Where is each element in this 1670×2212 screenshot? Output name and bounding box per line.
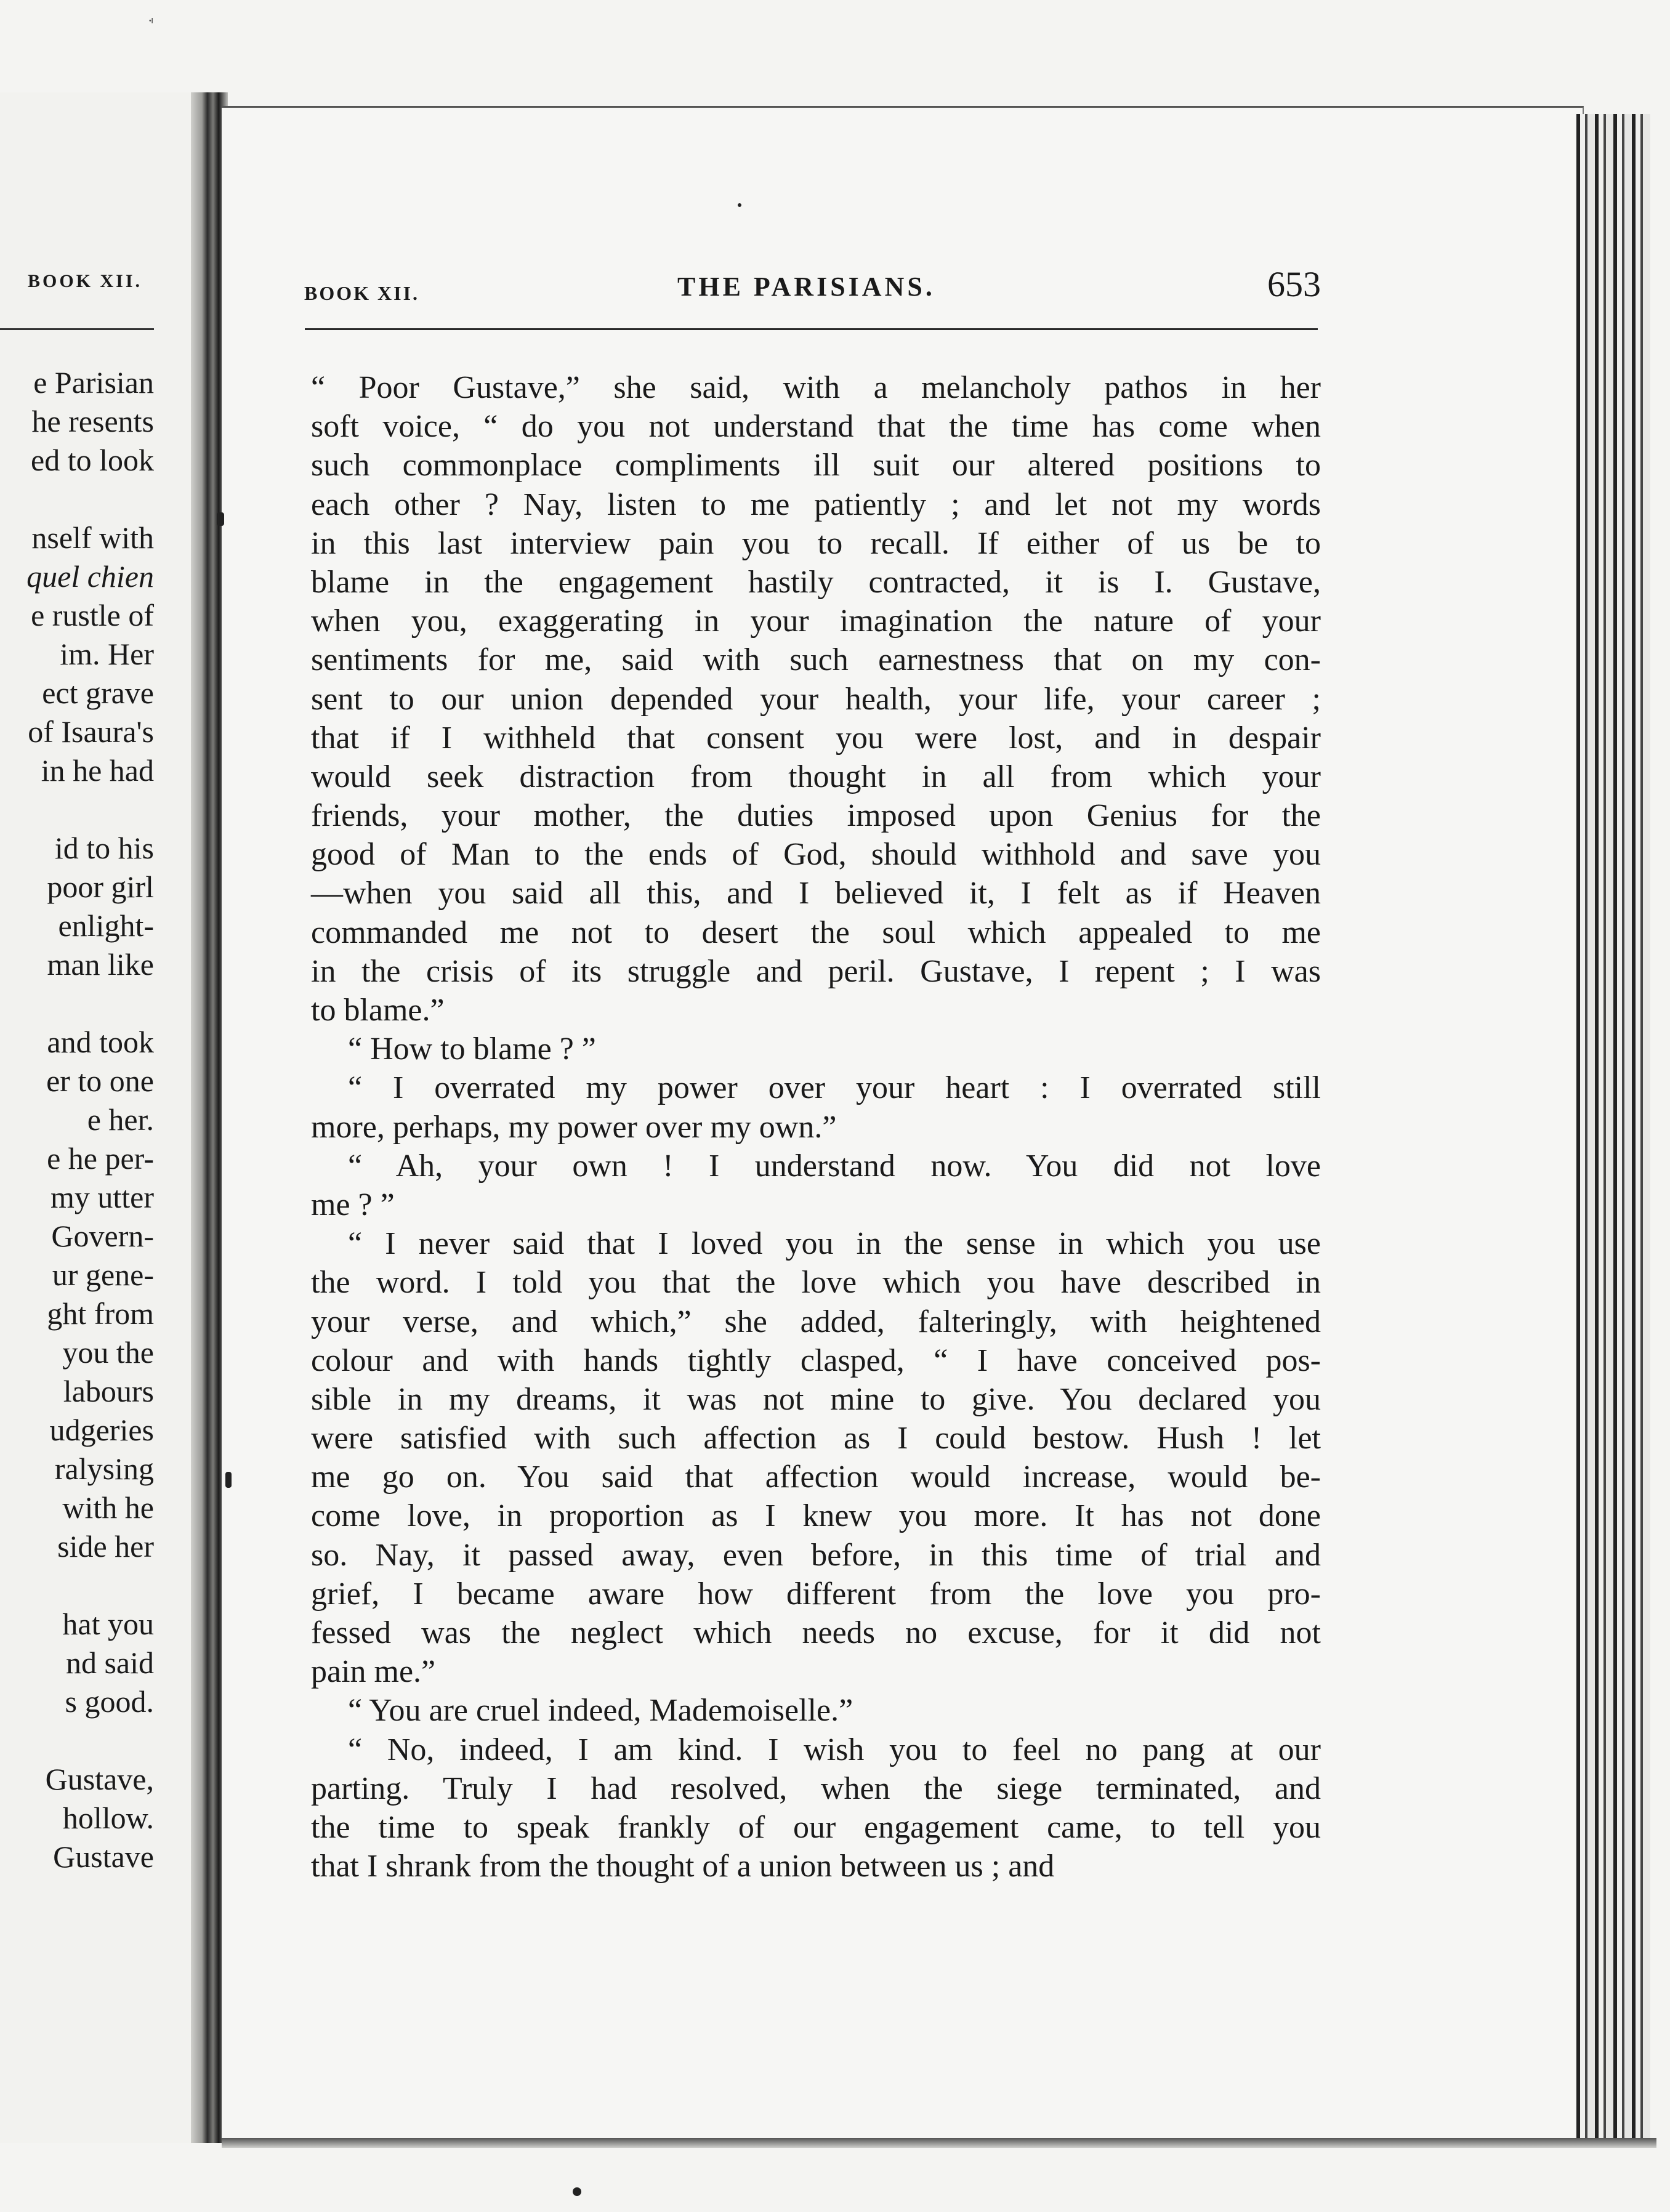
previous-page-text xyxy=(0,363,154,1876)
running-head-title: THE PARISIANS. xyxy=(677,272,935,302)
previous-page-line: labours xyxy=(63,1374,154,1408)
previous-page-line: e her. xyxy=(87,1102,154,1137)
text-line: friends, your mother, the duties imposed upon Genius for the xyxy=(311,798,1321,834)
page-number: 653 xyxy=(1267,264,1321,304)
previous-page-line: id to his xyxy=(54,831,154,865)
speck xyxy=(573,2187,581,2196)
previous-page-line: poor girl xyxy=(47,870,154,904)
previous-page-line xyxy=(0,984,154,1023)
previous-page-line: nself with xyxy=(31,520,154,555)
text-line: more, perhaps, my power over my own.” xyxy=(311,1109,837,1145)
previous-page-line: man like xyxy=(47,947,154,982)
previous-page-line: my utter xyxy=(50,1180,154,1214)
text-line: “ Ah, your own ! I understand now. You did not love xyxy=(348,1148,1321,1184)
text-line: that I shrank from the thought of a union between us ; and xyxy=(311,1849,1055,1884)
text-line: to blame.” xyxy=(311,993,445,1028)
previous-page-line: Gustave xyxy=(53,1839,154,1874)
previous-page-line xyxy=(0,790,154,829)
text-line: fessed was the neglect which needs no excuse, for it did not xyxy=(311,1615,1321,1650)
previous-page-line: you the xyxy=(62,1335,154,1370)
text-line: me ? ” xyxy=(311,1187,395,1222)
previous-page-line: enlight- xyxy=(58,908,154,943)
text-line: the word. I told you that the love which you have described in xyxy=(311,1265,1321,1301)
previous-page-line: with he xyxy=(62,1490,154,1525)
text-line: were satisfied with such affection as I could bestow. Hush ! let xyxy=(311,1421,1321,1456)
previous-page-line: ralysing xyxy=(54,1451,154,1486)
previous-page-header-rule xyxy=(0,328,154,330)
text-line: such commonplace compliments ill suit our altered positions to xyxy=(311,448,1321,483)
running-head xyxy=(302,264,1321,314)
text-line: in the crisis of its struggle and peril. Gustave, I repent ; I was xyxy=(311,953,1321,989)
previous-page-line: in he had xyxy=(41,753,154,788)
previous-page-header: BOOK XII. xyxy=(28,271,143,291)
previous-page-line: e he per- xyxy=(47,1141,154,1176)
text-line: me go on. You said that affection would increase, would be- xyxy=(311,1459,1321,1495)
page-bottom-shadow xyxy=(222,2138,1656,2148)
body-text xyxy=(311,368,1321,1886)
text-line: “ You are cruel indeed, Mademoiselle.” xyxy=(348,1693,853,1729)
previous-page-line: hat you xyxy=(62,1607,154,1641)
previous-page-line: hollow. xyxy=(62,1801,154,1835)
text-line: “ I never said that I loved you in the sense in which you use xyxy=(348,1226,1321,1262)
header-rule xyxy=(305,328,1318,330)
text-line: parting. Truly I had resolved, when the siege terminated, and xyxy=(311,1770,1321,1806)
previous-page-line: ed to look xyxy=(31,443,154,477)
previous-page-line: and took xyxy=(47,1025,154,1059)
previous-page-line: ght from xyxy=(47,1296,154,1331)
previous-page-line: s good. xyxy=(65,1684,154,1719)
text-line: soft voice, “ do you not understand that the time has come when xyxy=(311,409,1321,445)
text-line: sentiments for me, said with such earnestness that on my con- xyxy=(311,642,1321,678)
text-line: that if I withheld that consent you were lost, and in despair xyxy=(311,720,1321,756)
text-line: sent to our union depended your health, your life, your career ; xyxy=(311,681,1321,717)
speck xyxy=(217,512,224,526)
previous-page-line: ect grave xyxy=(42,676,154,710)
text-line: “ How to blame ? ” xyxy=(348,1031,596,1067)
text-line: blame in the engagement hastily contracted, it is I. Gustave, xyxy=(311,564,1321,600)
text-line: in this last interview pain you to recall. If either of us be to xyxy=(311,525,1321,561)
speck xyxy=(225,1472,232,1488)
previous-page-line: quel chien xyxy=(26,559,154,594)
text-line: come love, in proportion as I knew you more. It has not done xyxy=(311,1498,1321,1534)
previous-page-line xyxy=(0,1721,154,1760)
previous-page-line: he resents xyxy=(31,404,154,438)
previous-page-line: e Parisian xyxy=(33,365,154,400)
text-line: pain me.” xyxy=(311,1654,436,1690)
previous-page-line: Gustave, xyxy=(45,1762,154,1796)
text-line: good of Man to the ends of God, should withhold and save you xyxy=(311,837,1321,873)
previous-page-line: udgeries xyxy=(49,1413,154,1447)
previous-page-line: ur gene- xyxy=(52,1257,154,1292)
previous-page-line: er to one xyxy=(46,1064,154,1098)
previous-page-line: Govern- xyxy=(51,1219,154,1253)
text-line: grief, I became aware how different from the love you pro- xyxy=(311,1576,1321,1612)
text-line: so. Nay, it passed away, even before, in this time of trial and xyxy=(311,1537,1321,1573)
previous-page xyxy=(0,92,197,2143)
previous-page-line: of Isaura's xyxy=(28,714,154,749)
text-line: “ I overrated my power over your heart : I overrated still xyxy=(348,1070,1321,1106)
text-line: commanded me not to desert the soul which appealed to me xyxy=(311,914,1321,950)
running-head-book: BOOK XII. xyxy=(304,282,420,304)
page-edges xyxy=(1576,114,1650,2140)
previous-page-line: nd said xyxy=(65,1645,154,1680)
text-line: each other ? Nay, listen to me patiently ; and let not my words xyxy=(311,486,1321,522)
previous-page-line: side her xyxy=(57,1529,154,1564)
speck xyxy=(738,203,741,207)
text-line: “ Poor Gustave,” she said, with a melancholy pathos in her xyxy=(311,370,1321,405)
previous-page-line xyxy=(0,480,154,519)
text-line: your verse, and which,” she added, falteringly, with heightened xyxy=(311,1304,1321,1339)
text-line: would seek distraction from thought in all from which your xyxy=(311,759,1321,794)
text-line: when you, exaggerating in your imagination the nature of your xyxy=(311,603,1321,639)
text-line: sible in my dreams, it was not mine to give. You declared you xyxy=(311,1381,1321,1417)
previous-page-line: e rustle of xyxy=(31,598,154,632)
text-line: the time to speak frankly of our engagement came, to tell you xyxy=(311,1809,1321,1845)
previous-page-line: im. Her xyxy=(60,637,154,671)
text-line: “ No, indeed, I am kind. I wish you to feel no pang at our xyxy=(348,1732,1321,1767)
previous-page-line xyxy=(0,1566,154,1605)
text-line: colour and with hands tightly clasped, “ I have conceived pos- xyxy=(311,1342,1321,1378)
text-line: —when you said all this, and I believed it, I felt as if Heaven xyxy=(311,876,1321,911)
